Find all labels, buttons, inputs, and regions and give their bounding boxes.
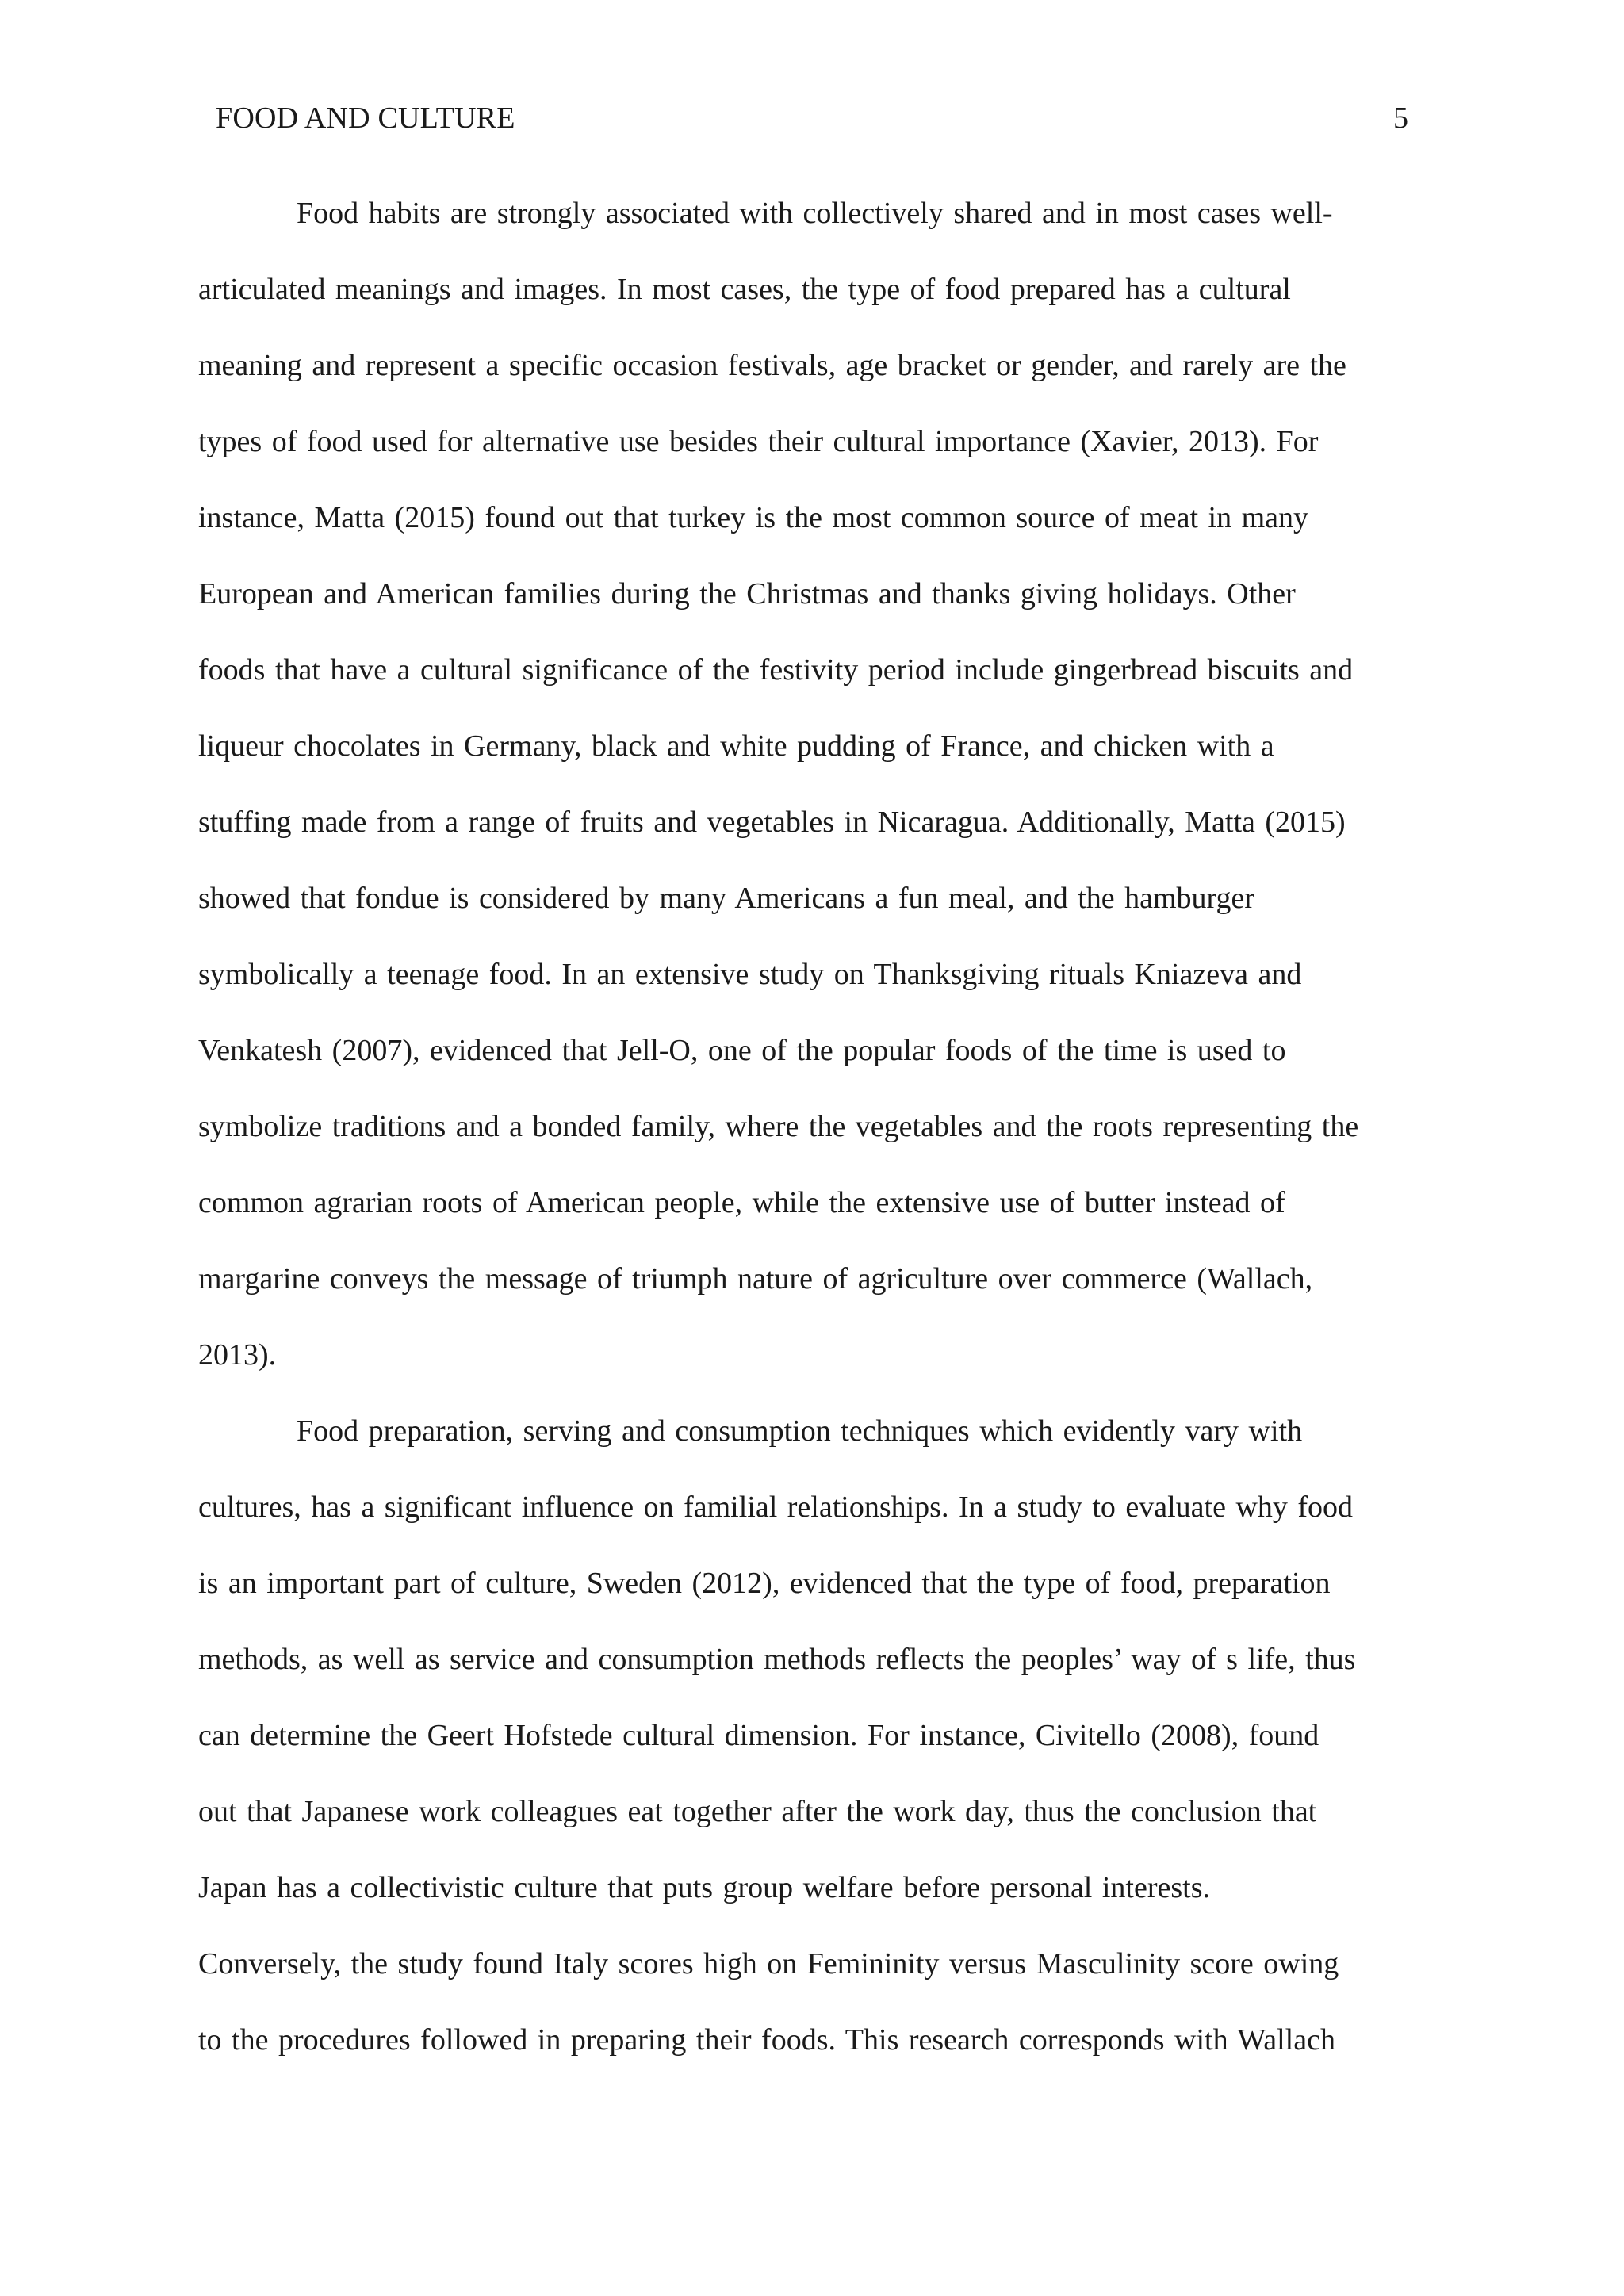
text-line: 2013). [198, 1338, 277, 1372]
text-line: Conversely, the study found Italy scores high on Femininity versus Masculinity score owing [198, 1947, 1339, 1980]
text-line: European and American families during the Christmas and thanks giving holidays. Other [198, 577, 1296, 610]
text-line: Venkatesh (2007), evidenced that Jell-O, one of the popular foods of the time is used to [198, 1034, 1286, 1067]
text-line: to the procedures followed in preparing their foods. This research corresponds with Wallach [198, 2023, 1335, 2057]
page-number: 5 [1393, 101, 1408, 135]
text-line: instance, Matta (2015) found out that turkey is the most common source of meat in many [198, 501, 1309, 534]
text-line: Food habits are strongly associated with collectively shared and in most cases well- [297, 197, 1333, 230]
text-line: showed that fondue is considered by many Americans a fun meal, and the hamburger [198, 882, 1255, 915]
text-line: margarine conveys the message of triumph nature of agriculture over commerce (Wallach, [198, 1262, 1313, 1295]
text-line: can determine the Geert Hofstede cultural dimension. For instance, Civitello (2008), found [198, 1719, 1320, 1752]
text-line: stuffing made from a range of fruits and vegetables in Nicaragua. Additionally, Matta (2015) [198, 806, 1346, 839]
text-line: symbolically a teenage food. In an extensive study on Thanksgiving rituals Kniazeva and [198, 958, 1302, 991]
text-line: is an important part of culture, Sweden (2012), evidenced that the type of food, preparation [198, 1567, 1331, 1600]
text-line: Food preparation, serving and consumption techniques which evidently vary with [297, 1414, 1303, 1448]
text-line: types of food used for alternative use besides their cultural importance (Xavier, 2013). For [198, 425, 1319, 458]
text-line: Japan has a collectivistic culture that puts group welfare before personal interests. [198, 1871, 1210, 1904]
body-text [198, 193, 1435, 2095]
text-line: liqueur chocolates in Germany, black and white pudding of France, and chicken with a [198, 729, 1274, 763]
text-line: meaning and represent a specific occasion festivals, age bracket or gender, and rarely are the [198, 349, 1346, 382]
text-line: out that Japanese work colleagues eat together after the work day, thus the conclusion that [198, 1795, 1317, 1828]
running-head: FOOD AND CULTURE [216, 101, 515, 135]
text-line: common agrarian roots of American people, while the extensive use of butter instead of [198, 1186, 1285, 1219]
text-line: symbolize traditions and a bonded family, where the vegetables and the roots representing the [198, 1110, 1359, 1143]
text-line: foods that have a cultural significance of the festivity period include gingerbread biscuits and [198, 653, 1354, 687]
text-line: articulated meanings and images. In most cases, the type of food prepared has a cultural [198, 273, 1291, 306]
text-line: cultures, has a significant influence on familial relationships. In a study to evaluate why food [198, 1490, 1354, 1524]
text-line: methods, as well as service and consumption methods reflects the peoples’ way of s life, thus [198, 1643, 1356, 1676]
